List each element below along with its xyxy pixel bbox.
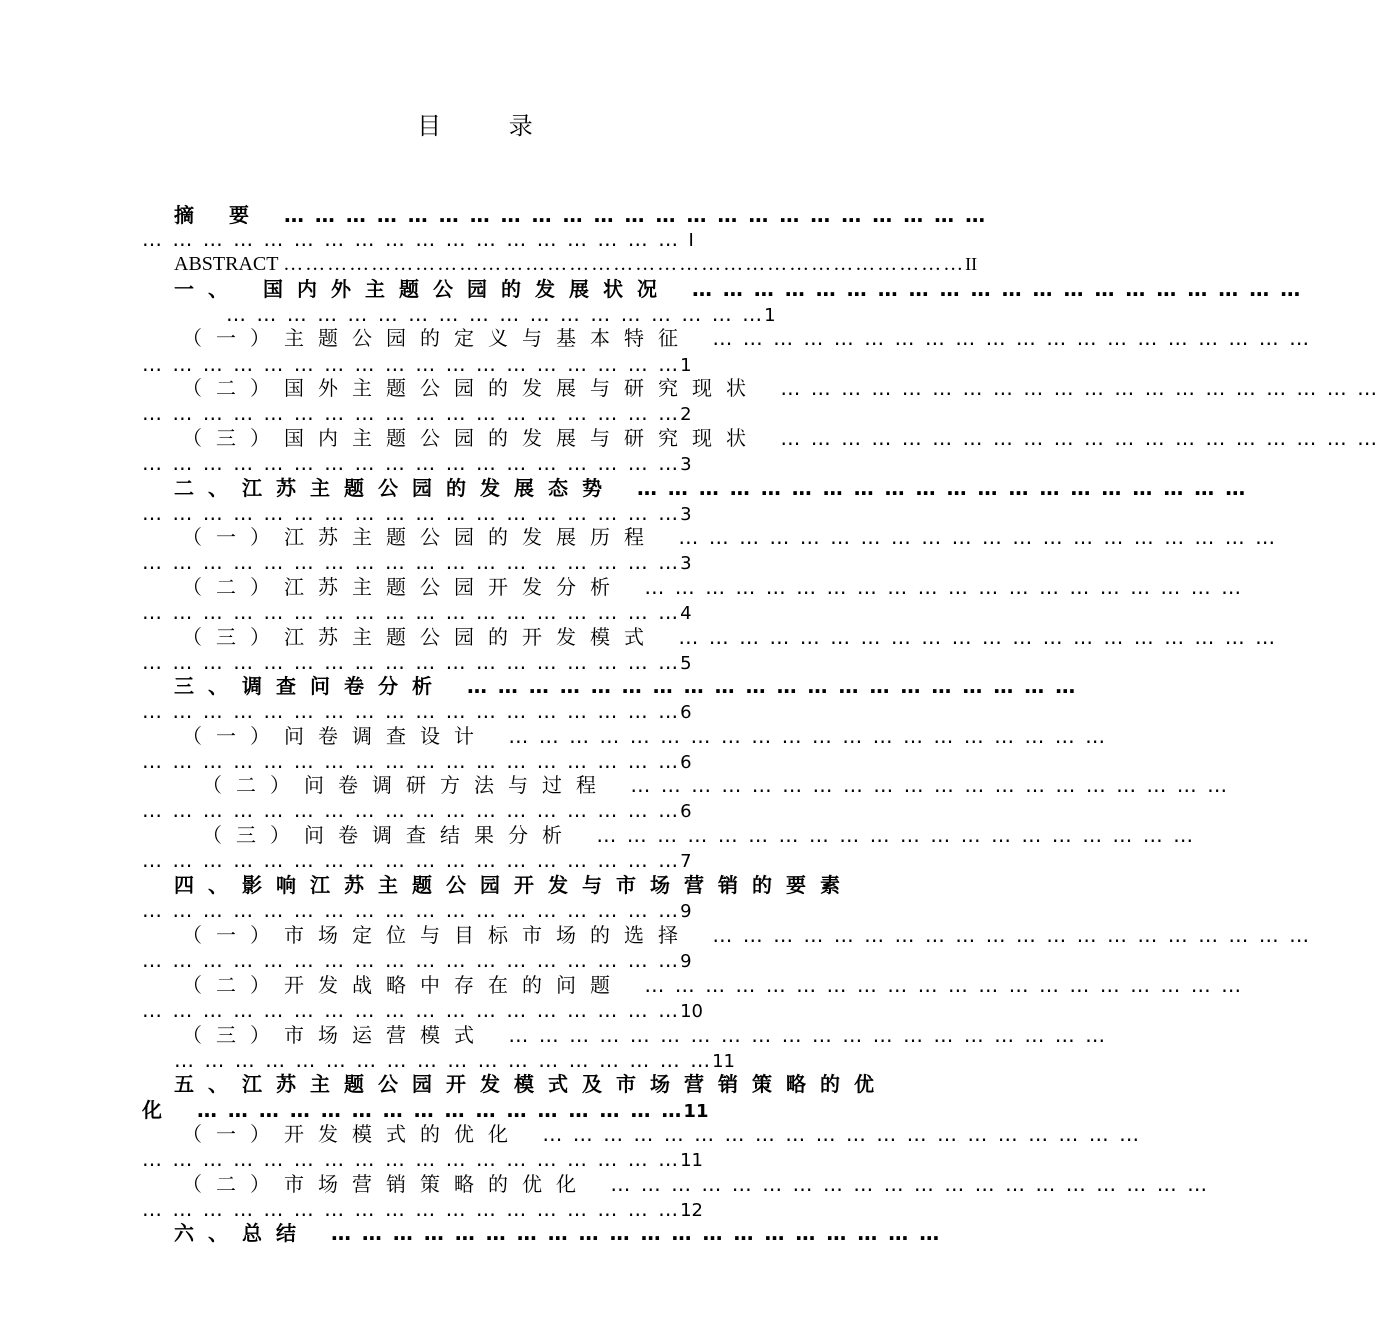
toc-entry (142, 922, 1312, 948)
toc-entry (142, 624, 1278, 650)
toc-entry (142, 772, 1230, 798)
toc-leader-dots: … … … … … … … … … … … … … … … … … … … … (508, 1023, 1108, 1047)
toc-leader-dots: … … … … … … … … … … … … … … … … … … … … (508, 724, 1108, 748)
toc-entry (142, 748, 866, 774)
toc-leader-dots: … … … … … … … … … … … … … … … … … … (174, 1048, 713, 1072)
toc-entry (142, 698, 866, 724)
toc-entry-title: 六、总结 (174, 1221, 331, 1245)
toc-entry (142, 251, 978, 277)
toc-leader-dots: … … … … … … … … … … … … … … … … … … … … (712, 923, 1312, 947)
toc-entry-title: （二）国外主题公园的发展与研究现状 (182, 376, 781, 400)
toc-leader-dots: … … … … … … … … … … … … … … … … … … … … … … … (283, 203, 988, 227)
toc-leader-dots: … … … … … … … … … … … … … … … … … … (142, 550, 681, 574)
toc-entry (142, 1171, 1210, 1197)
toc-page-number: 3 (680, 553, 692, 574)
toc-entry (142, 276, 1303, 302)
toc-page-number: II (965, 254, 978, 274)
toc-entry-title: （一）市场定位与目标市场的选择 (182, 923, 713, 947)
toc-entry-title: （三）问卷调查结果分析 (202, 823, 597, 847)
toc-leader-dots: … … … … … … … … … … … … … … … … (196, 1098, 684, 1122)
toc-entry (142, 673, 1078, 699)
toc-leader-dots: … … … … … … … … … … … … … … … … … … (142, 600, 681, 624)
toc-entry (142, 226, 866, 252)
toc-entry (142, 1121, 1142, 1147)
toc-entry (142, 450, 866, 476)
toc-leader-dots: … … … … … … … … … … … … … … … … … … (142, 1147, 681, 1171)
toc-leader-dots: … … … … … … … … … … … … … … … … … … … … (691, 277, 1303, 301)
toc-leader-dots: … … … … … … … … … … … … … … … … … … (142, 699, 681, 723)
toc-leader-dots: … … … … … … … … … … … … … … … … … … (226, 302, 765, 326)
toc-entry (142, 897, 866, 923)
toc-page-number: 11 (680, 1150, 703, 1171)
toc-entry (142, 723, 1108, 749)
toc-entry-title: ABSTRACT (174, 253, 284, 275)
toc-leader-dots: … … … … … … … … … … … … … … … … … … … … (712, 326, 1312, 350)
toc-entry (142, 500, 866, 526)
toc-entry (142, 972, 1244, 998)
toc-entry (142, 947, 866, 973)
toc-entry (142, 872, 898, 898)
toc-leader-dots: … … … … … … … … … … … … … … … … … … (142, 848, 681, 872)
toc-entry (142, 574, 1244, 600)
toc-entry-title: （二）问卷调研方法与过程 (202, 773, 631, 797)
toc-leader-dots: … … … … … … … … … … … … … … … … … … (142, 998, 681, 1022)
toc-leader-dots: … … … … … … … … … … … … … … … … … … (142, 798, 681, 822)
toc-page-number: I (688, 230, 694, 251)
toc-leader-dots: … … … … … … … … … … … … … … … … … … … … (678, 525, 1278, 549)
toc-leader-dots: … … … … … … … … … … … … … … … … … … (142, 501, 681, 525)
toc-entry-title: 二、江苏主题公园的发展态势 (174, 476, 637, 500)
toc-page-number: 6 (680, 801, 692, 822)
toc-entry (142, 649, 866, 675)
toc-entry-title: （二）市场营销策略的优化 (182, 1172, 611, 1196)
toc-page-number: 7 (680, 851, 692, 872)
toc-leader-dots: … … … … … … … … … … … … … … … … … … … … (636, 476, 1248, 500)
toc-leader-dots: … … … … … … … … … … … … … … … … … … (142, 1197, 681, 1221)
toc-entry-title: 摘 要 (174, 203, 284, 227)
toc-entry (142, 1097, 866, 1123)
toc-entry (142, 1220, 942, 1246)
toc-page-number: 4 (680, 603, 692, 624)
toc-entry-title: （二）江苏主题公园开发分析 (182, 575, 645, 599)
toc-entry-title: （三）市场运营模式 (182, 1023, 509, 1047)
toc-entry (142, 301, 950, 327)
toc-entry (142, 351, 866, 377)
toc-entry (142, 375, 1379, 401)
toc-page-number: 12 (680, 1200, 703, 1221)
toc-leader-dots: … … … … … … … … … … … … … … … … … … (142, 227, 689, 251)
toc-entry-title: 一、 国内外主题公园的发展状况 (174, 277, 692, 301)
toc-entry-title: （一）主题公园的定义与基本特征 (182, 326, 713, 350)
toc-leader-dots: … … … … … … … … … … … … … … … … … … … … (780, 376, 1379, 400)
toc-entry (142, 997, 866, 1023)
toc-leader-dots: … … … … … … … … … … … … … … … … … … (142, 948, 681, 972)
toc-entry-title: （二）开发战略中存在的问题 (182, 973, 645, 997)
toc-entry (142, 797, 866, 823)
toc-page-number: 3 (680, 504, 692, 525)
toc-leader-dots: … … … … … … … … … … … … … … … … … … … … (330, 1221, 942, 1245)
toc-entry (142, 549, 866, 575)
toc-entry (142, 1047, 898, 1073)
toc-leader-dots: ………………………………………………………………………………… (283, 253, 966, 275)
toc-leader-dots: … … … … … … … … … … … … … … … … … … (142, 898, 681, 922)
toc-page-number: 2 (680, 404, 692, 425)
toc-leader-dots: … … … … … … … … … … … … … … … … … … (142, 401, 681, 425)
toc-leader-dots: … … … … … … … … … … … … … … … … … … … … (466, 674, 1078, 698)
toc-page-number: 1 (680, 355, 692, 376)
toc-entry-title: （一）问卷调查设计 (182, 724, 509, 748)
toc-leader-dots: … … … … … … … … … … … … … … … … … … … … (644, 575, 1244, 599)
toc-entry (142, 599, 866, 625)
toc-entry-title: （三）国内主题公园的发展与研究现状 (182, 426, 781, 450)
toc-entry-title: 五、江苏主题公园开发模式及市场营销策略的优 (174, 1072, 888, 1096)
toc-entry (142, 475, 1248, 501)
toc-leader-dots: … … … … … … … … … … … … … … … … … … … … (596, 823, 1196, 847)
toc-page-number: 11 (712, 1051, 735, 1072)
toc-entry (142, 202, 988, 228)
toc-page-number: 6 (680, 702, 692, 723)
toc-page-number: 3 (680, 454, 692, 475)
page-title: 目 录 (417, 112, 563, 140)
toc-leader-dots: … … … … … … … … … … … … … … … … … … (142, 352, 681, 376)
toc-leader-dots: … … … … … … … … … … … … … … … … … … … … (542, 1122, 1142, 1146)
toc-page-number: 9 (680, 901, 692, 922)
toc-entry (142, 1146, 866, 1172)
toc-entry-title: 三、调查问卷分析 (174, 674, 467, 698)
toc-entry-title: 化 (142, 1098, 197, 1122)
toc-page-number: 6 (680, 752, 692, 773)
toc-leader-dots: … … … … … … … … … … … … … … … … … … (142, 749, 681, 773)
toc-page-number: 9 (680, 951, 692, 972)
toc-page-number: 1 (764, 305, 776, 326)
toc-leader-dots: … … … … … … … … … … … … … … … … … … … … (678, 625, 1278, 649)
toc-leader-dots: … … … … … … … … … … … … … … … … … … (142, 650, 681, 674)
toc-entry (142, 425, 1379, 451)
toc-leader-dots: … … … … … … … … … … … … … … … … … … (142, 451, 681, 475)
toc-leader-dots: … … … … … … … … … … … … … … … … … … … … (610, 1172, 1210, 1196)
toc-page-number: 5 (680, 653, 692, 674)
toc-leader-dots: … … … … … … … … … … … … … … … … … … … … (644, 973, 1244, 997)
toc-entry-title: （三）江苏主题公园的开发模式 (182, 625, 679, 649)
toc-entry (142, 1022, 1108, 1048)
toc-leader-dots: … … … … … … … … … … … … … … … … … … … … (780, 426, 1379, 450)
toc-leader-dots: … … … … … … … … … … … … … … … … … … … … (630, 773, 1230, 797)
toc-entry (142, 524, 1278, 550)
toc-page-number: 10 (680, 1001, 703, 1022)
toc-entry-title: （一）开发模式的优化 (182, 1122, 543, 1146)
toc-entry-title: 四、影响江苏主题公园开发与市场营销的要素 (174, 873, 854, 897)
toc-entry (142, 1071, 898, 1097)
toc-entry (142, 822, 1196, 848)
toc-entry (142, 847, 866, 873)
toc-entry (142, 1196, 866, 1222)
toc-entry-title: （一）江苏主题公园的发展历程 (182, 525, 679, 549)
toc-entry (142, 325, 1312, 351)
toc-entry (142, 400, 866, 426)
toc-page-number: 11 (683, 1101, 709, 1122)
